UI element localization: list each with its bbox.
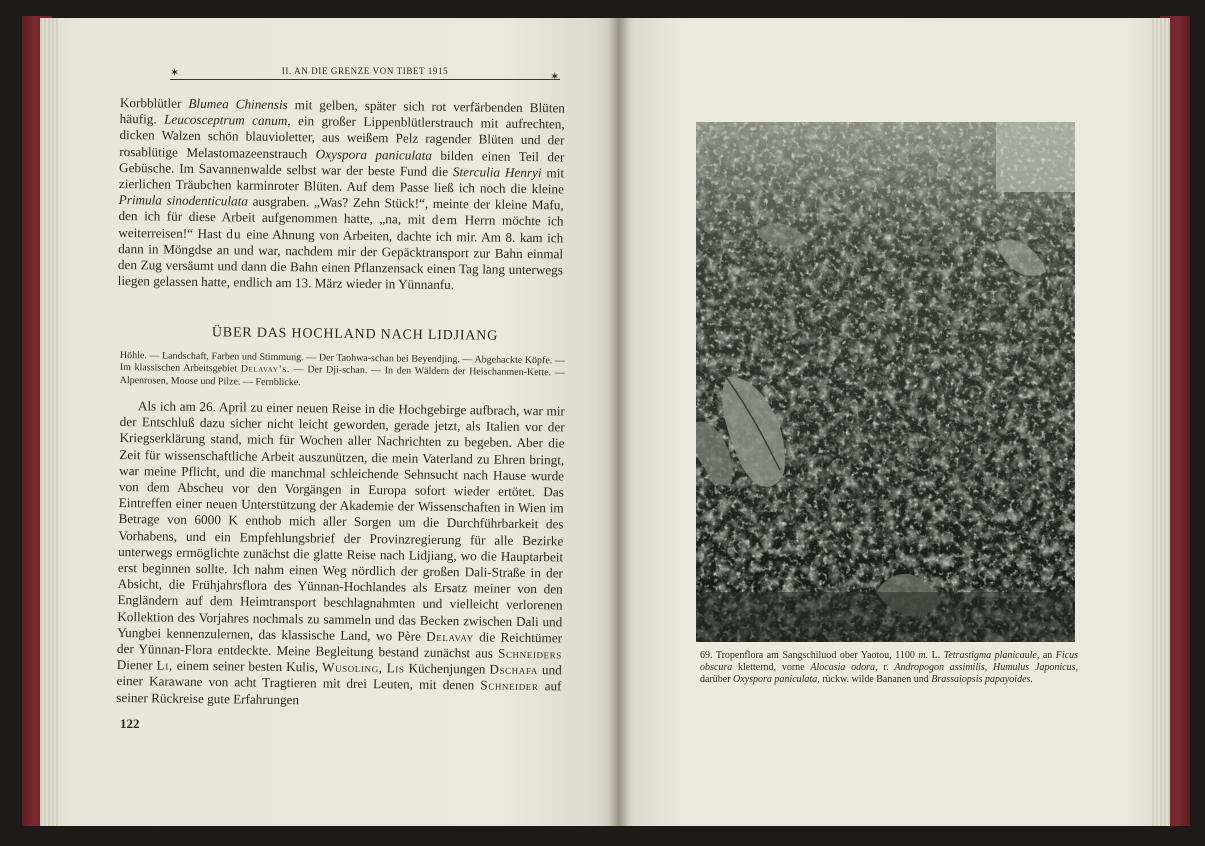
paragraph1-run: du [226,225,242,242]
paragraph2-run: Dschafa [489,661,539,678]
paragraph1-run: mit zierlichen Träubchen karminroter Blüten. Auf dem Passe ließ ich noch die kleine [118,164,565,197]
caption-run: Brassaiopsis papayoides. [931,674,1033,685]
paragraph2-run: Diener [116,657,157,673]
jungle-photograph [696,122,1075,642]
caption-run: Andropogon assimilis, Humulus Japonicus, [894,662,1078,673]
paragraph2-run: Als ich am 26. April zu einer neuen Reise in die Hochgebirge aufbrach, war mir der Entschluß dazu sicher nicht leicht geworden, gerade jetzt, als Italien vor der Kriegserklärung stand, mich für Wochen aller Nachrichten zu begeben. Aber die Zeit für wissenschaftliche Arbeit auszunützen, die mein Vaterland zu Ehren bringt, war meine Pflicht, und die manchmal schleichende Sehnsucht nach Hause wurde von dem Abscheu vor den Vorgängen in Europa sofort wieder ertötet. Das Eintreffen einer neuen Unterstützung der Akademie der Wissenschaften in Wien im Betrage von 6000 K enthob mich aller Sorgen um die Durchführbarkeit des Vorhabens, und ein Empfehlungsbrief der Provinzregierung für alle Bezirke unterwegs ermöglichte zunächst die glatte Reise nach Lidjiang, wo die Hauptarbeit erst beginnen sollte. Ich nahm einen Weg nördlich der großen Dali-Straße in der Absicht, die Frühjahrsflora des Yünnan-Hochlandes als Ersatz meiner von den Engländern auf dem Heimtransport beschlagnahmten und vielleicht verlorenen Kollektion des Vorjahres nochmals zu sammeln und das Becken zwischen Dali und Yungbei kennenzulernen, das klassische Land, wo Père [117,398,565,644]
paragraph1-run: dem [431,212,459,228]
paragraph2-run: Wusoling, [321,659,383,676]
paragraph1-run: Oxyspora paniculata [315,146,432,163]
paragraph1-run: Korbblütler [119,95,189,111]
paragraph2-run: Delavay [426,628,474,645]
paragraph1-run: Blumea Chinensis [188,95,288,113]
paragraph-2 [116,398,565,711]
caption-run: L. [928,650,944,661]
section-title: ÜBER DAS HOCHLAND NACH LIDJIANG [211,325,499,344]
caption-run: r. [877,662,895,673]
paragraph2-run: Küchenjungen [404,660,490,677]
page-edges-right [1150,18,1170,826]
summary-run: Delavay’s. [240,363,291,376]
paragraph1-run: mit gelben, später sich rot verfärbenden Blüten häufig. [119,97,565,127]
summary-run: Höhle. — Landschaft, Farben und Stimmung. — Der Taohwa-schan bei Beyendjing. — Abgehackte Köpfe. — Im klassischen Arbeitsgebiet [119,350,565,375]
page-edges-left [40,18,60,826]
paragraph1-run: ausgraben. „Was? Zehn Stück!“, meinte der kleine Mafu, den ich für diese Arbeit aufgenommen hatte, „na, mit [118,193,564,228]
paragraph2-run: Schneiders [497,645,562,662]
ornament-star-left: ✶ [170,67,180,79]
chapter-summary [120,350,565,392]
paragraph2-run: Schneider [480,677,539,694]
paragraph2-run: Li, [156,657,173,673]
paragraph2-run: Lis [386,660,405,676]
caption-run: Oxyspora paniculata, [733,674,820,685]
caption-run: Ficus obscura [700,650,1078,673]
caption-run: 69. Tropenflora am Sangschiluod ober Yaotou, 1100 [700,650,919,661]
paragraph2-run: auf seiner Rückreise gute Erfahrungen [116,678,562,707]
summary-run: — Der Dji-schan. — In den Wäldern der Heischanmen-Kette. — Alpenrosen, Moose und Pilze. — Fernblicke. [119,364,565,388]
paragraph1-run: bilden einen Teil der Gebüsche. Im Savannenwalde selbst war der beste Fund die [119,147,565,179]
caption-run: rückw. wilde Bananen und [819,674,932,685]
paragraph-1 [118,95,565,295]
paragraph1-run: Sterculia Henryi [452,163,542,180]
page-number: 122 [120,716,140,731]
caption-run: Tetrastigma planicaule, [943,650,1040,661]
caption-run: darüber [700,674,734,685]
ornament-star-right: ✶ [550,71,560,83]
paragraph2-run: die Reichtümer der Yünnan-Flora entdeckte. Meine Begleitung bestand zunächst aus [116,629,563,661]
caption-run: m. [918,650,929,661]
paragraph2-run: und einer Karawane von acht Tragtieren mit drei Leuten, mit denen [116,662,562,693]
photo-caption [700,650,1078,686]
running-head [170,66,560,83]
paragraph2-run: einem seiner besten Kulis, [172,657,323,675]
running-head-rule [170,79,560,80]
paragraph1-run: Herrn möchte ich weiterreisen!“ Hast [118,212,564,241]
paragraph1-run: eine Ahnung von Arbeiten, dachte ich mir. Am 8. kam ich dann in Möngdse an und war, nachdem mir der Gepäcktransport zur Bahn einmal den Zug versäumt und dann die Bahn einen Pflanzensack einen Tag lang unterwegs liegen gelassen hatte, endlich am 13. März wieder in Yünnanfu. [117,226,564,293]
paragraph-botany [118,95,565,295]
paragraph1-run: ein großer Lippenblütlerstrauch mit aufrechten, dicken Walzen schön blauvioletter, aus weißem Pelz ragender Blüten und der rosablütige Melastomazeenstrauch [119,113,565,162]
paragraph1-run: Primula sinodenticulata [118,192,249,209]
photo-illustration [696,122,1075,642]
caption-run: an [1039,650,1056,661]
running-head-text: II. AN DIE GRENZE VON TIBET 1915 [281,66,449,76]
caption-run: Alocasia odora, [810,662,878,673]
paragraph-journey [116,398,565,711]
paragraph1-run: Leucosceptrum canum, [164,111,291,129]
book-gutter [608,18,630,826]
caption-run: kletternd, vorne [732,662,811,673]
